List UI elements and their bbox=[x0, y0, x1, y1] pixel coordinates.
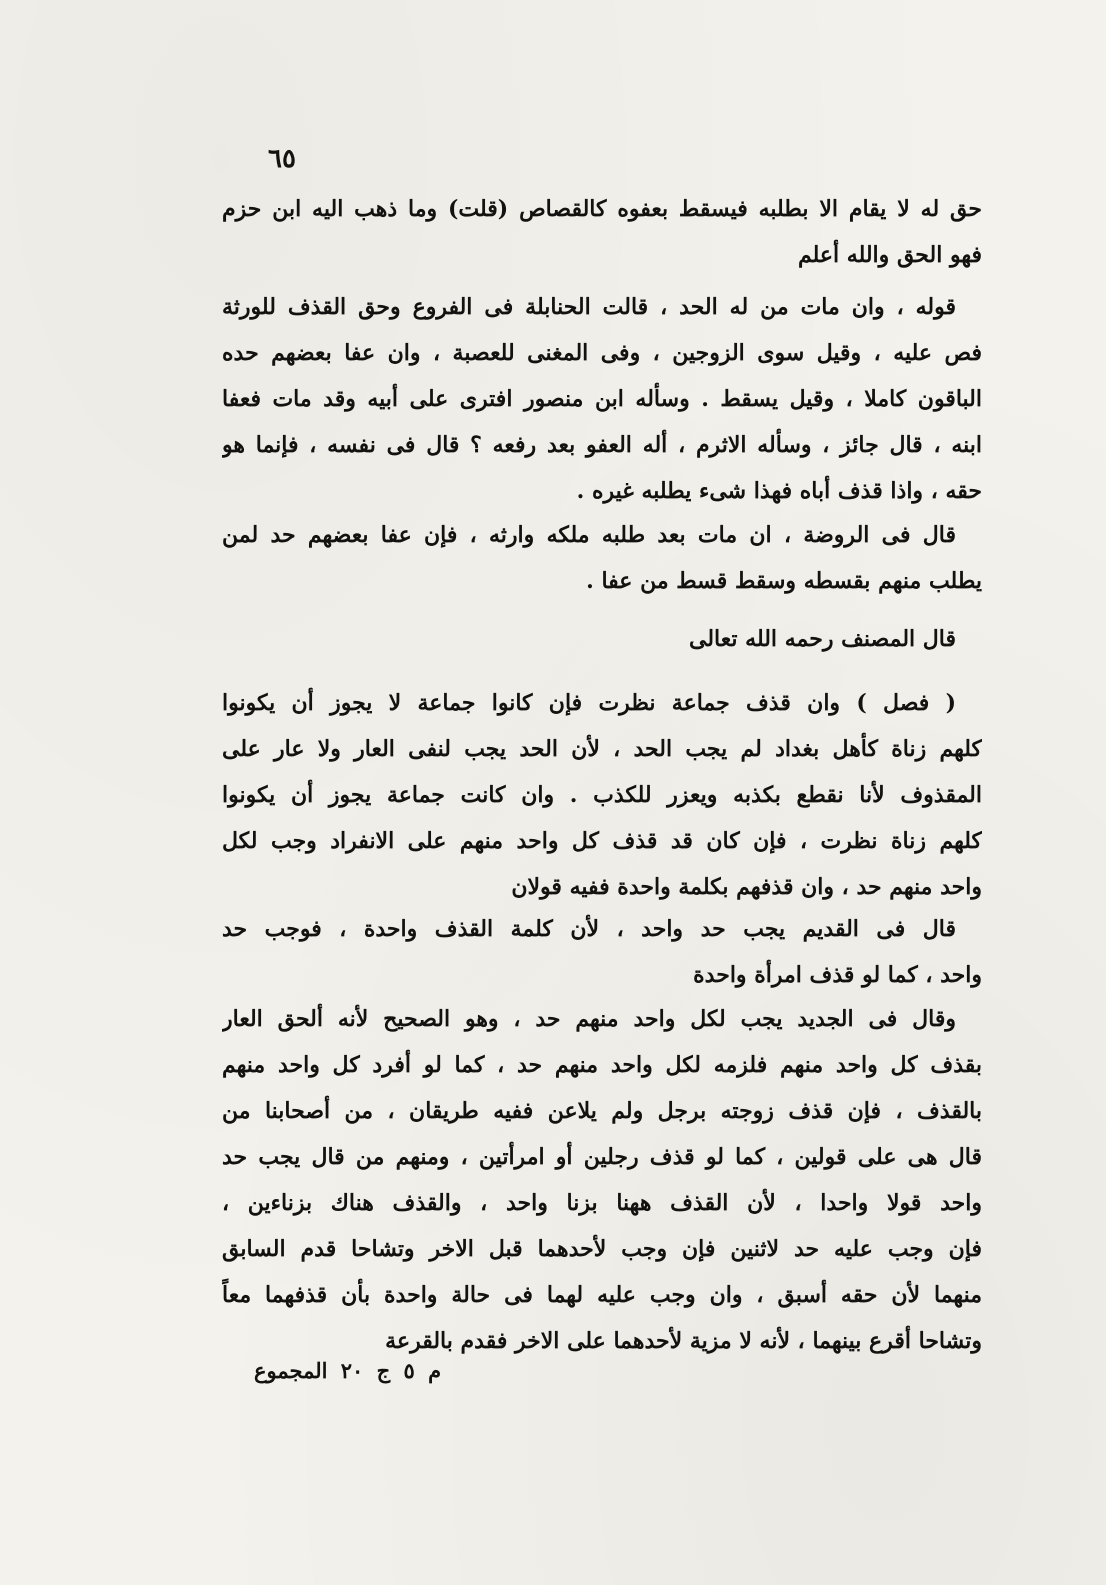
text-line: بالقذف ، فإن قذف زوجته برجل ولم يلاعن ففيه طريقان ، من أصحابنا من bbox=[222, 1098, 982, 1124]
text-line: وتشاحا أقرع بينهما ، لأنه لا مزية لأحدهما على الاخر فقدم بالقرعة bbox=[385, 1328, 982, 1354]
text-line: قال فى القديم يجب حد واحد ، لأن كلمة القذف واحدة ، فوجب حد bbox=[222, 916, 956, 942]
text-line: الباقون كاملا ، وقيل يسقط . وسأله ابن منصور افترى على أبيه وقد مات فعفا bbox=[222, 386, 982, 412]
text-line: المقذوف لأنا نقطع بكذبه ويعزر للكذب . وان كانت جماعة يجوز أن يكونوا bbox=[222, 782, 982, 808]
section-heading bbox=[222, 616, 982, 662]
paragraph-2 bbox=[222, 284, 982, 514]
text-line: حق له لا يقام الا بطلبه فيسقط بعفوه كالقصاص (قلت) وما ذهب اليه ابن حزم bbox=[222, 196, 982, 222]
text-line: كلهم زناة نظرت ، فإن كان قد قذف كل واحد منهم على الانفراد وجب لكل bbox=[222, 828, 982, 854]
footer-signature: م ٥ ج ٢٠ المجموع bbox=[254, 1358, 442, 1383]
text-line: وقال فى الجديد يجب لكل واحد منهم حد ، وهو الصحيح لأنه ألحق العار bbox=[222, 1006, 956, 1032]
text-line: كلهم زناة كأهل بغداد لم يجب الحد ، لأن الحد يجب لنفى العار ولا عار على bbox=[222, 736, 982, 762]
paragraph-6 bbox=[222, 996, 982, 1364]
paragraph-4 bbox=[222, 680, 982, 910]
text-line: يطلب منهم بقسطه وسقط قسط من عفا . bbox=[586, 568, 982, 594]
text-line: ( فصل ) وان قذف جماعة نظرت فإن كانوا جماعة لا يجوز أن يكونوا bbox=[222, 690, 956, 716]
text-line: قوله ، وان مات من له الحد ، قالت الحنابلة فى الفروع وحق القذف للورثة bbox=[222, 294, 956, 320]
text-line: فإن وجب عليه حد لاثنين فإن وجب لأحدهما قبل الاخر وتشاحا قدم السابق bbox=[222, 1236, 982, 1262]
paragraph-1 bbox=[222, 186, 982, 278]
text-line: فص عليه ، وقيل سوى الزوجين ، وفى المغنى للعصبة ، وان عفا بعضهم حده bbox=[222, 340, 982, 366]
text-line: حقه ، واذا قذف أباه فهذا شىء يطلبه غيره . bbox=[576, 478, 982, 504]
text-line: قال فى الروضة ، ان مات بعد طلبه ملكه وارثه ، فإن عفا بعضهم حد لمن bbox=[222, 522, 956, 548]
text-line: فهو الحق والله أعلم bbox=[797, 242, 982, 268]
text-line: ابنه ، قال جائز ، وسأله الاثرم ، أله العفو بعد رفعه ؟ قال فى نفسه ، فإنما هو bbox=[222, 432, 982, 458]
text-line: بقذف كل واحد منهم فلزمه لكل واحد منهم حد ، كما لو أفرد كل واحد منهم bbox=[222, 1052, 982, 1078]
text-line: قال هى على قولين ، كما لو قذف رجلين أو امرأتين ، ومنهم من قال يجب حد bbox=[222, 1144, 982, 1170]
text-line: قال المصنف رحمه الله تعالى bbox=[689, 626, 956, 652]
text-line: واحد ، كما لو قذف امرأة واحدة bbox=[693, 962, 982, 988]
paragraph-3 bbox=[222, 512, 982, 604]
text-line: منهما لأن حقه أسبق ، وان وجب عليه لهما فى حالة واحدة بأن قذفهما معاً bbox=[222, 1282, 982, 1308]
text-line: واحد قولا واحدا ، لأن القذف ههنا بزنا واحد ، والقذف هناك بزناءين ، bbox=[222, 1190, 982, 1216]
page-number: ٦٥ bbox=[268, 144, 296, 174]
text-line: واحد منهم حد ، وان قذفهم بكلمة واحدة ففيه قولان bbox=[511, 874, 982, 900]
paragraph-5 bbox=[222, 906, 982, 998]
